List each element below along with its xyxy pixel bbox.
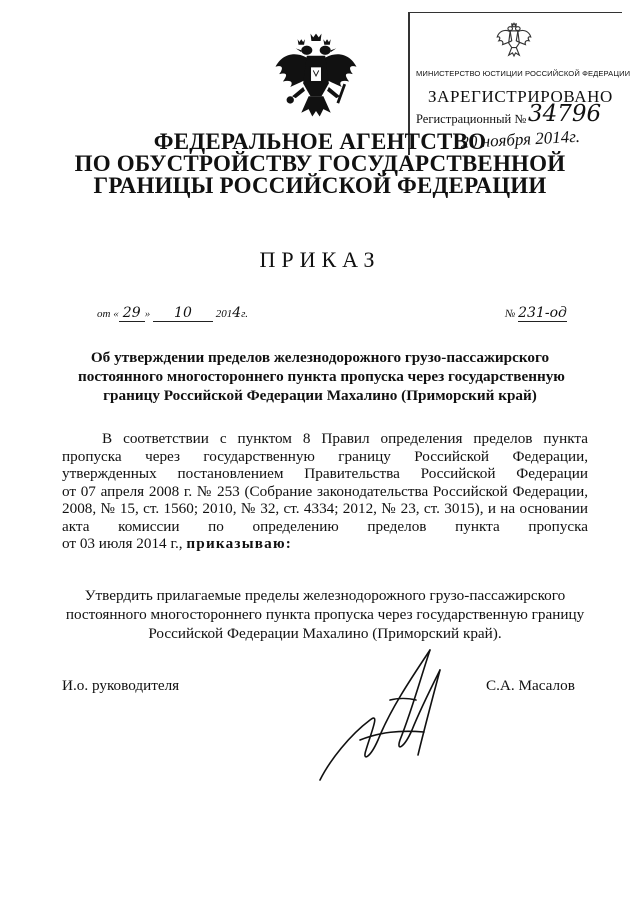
date-suffix: г. (241, 308, 249, 320)
basis-line: 2008, № 15, ст. 1560; 2010, № 32, ст. 4334; 2012, № 23, ст. 3015), и на основании (62, 500, 588, 517)
date-day: 29 (119, 305, 145, 322)
date-year-prefix: 201 (215, 308, 233, 320)
document-type: ПРИКАЗ (259, 247, 381, 272)
order-number (505, 305, 567, 322)
order-word: приказываю: (186, 535, 293, 552)
agency-title-line: ФЕДЕРАЛЬНОЕ АГЕНТСТВО (153, 129, 487, 154)
stamp-registration-number: 34796 (528, 101, 602, 127)
subject-line: Об утверждении пределов железнодорожного грузо-пассажирского (90, 349, 550, 366)
basis-line: пропуска через государственную границу Российской Федерации, (62, 447, 588, 465)
agency-title-line: ПО ОБУСТРОЙСТВУ ГОСУДАРСТВЕННОЙ (74, 151, 566, 176)
subject-line: постоянного многостороннего пункта пропуска через государственную (78, 368, 565, 385)
subject-line: границу Российской Федерации Махалино (Приморский край) (103, 387, 537, 404)
stamp-registration-date: 20 ноября 2014г. (460, 126, 581, 152)
basis-line: утвержденных постановлением Правительства Российской Федерации (62, 465, 588, 482)
order-date (97, 305, 248, 322)
basis-final-text: от 03 июля 2014 г., (62, 535, 183, 552)
russian-coat-of-arms-icon (270, 30, 362, 122)
date-year-digit: 4 (232, 305, 242, 321)
basis-line-final (62, 535, 588, 553)
stamp-registered-label: ЗАРЕГИСТРИРОВАНО (428, 87, 613, 106)
number-prefix: № (505, 308, 516, 320)
handwritten-signature (300, 640, 460, 790)
agency-title-line: ГРАНИЦЫ РОССИЙСКОЙ ФЕДЕРАЦИИ (93, 173, 547, 198)
basis-line: В соответствии с пунктом 8 Правил определения пределов пункта (102, 430, 588, 447)
date-separator: » (144, 308, 151, 320)
stamp-registration-number-label: Регистрационный № (416, 112, 527, 126)
stamp-ministry-name: МИНИСТЕРСТВО ЮСТИЦИИ РОССИЙСКОЙ ФЕДЕРАЦИИ (416, 69, 631, 78)
date-month: 10 (153, 305, 213, 322)
order-subject (78, 348, 565, 405)
decision-line: Утвердить прилагаемые пределы железнодорожного грузо-пассажирского (84, 587, 566, 604)
decision-line: постоянного многостороннего пункта пропуска через государственную границу (65, 606, 585, 623)
basis-line: от 07 апреля 2008 г. № 253 (Собрание законодательства Российской Федерации, (62, 482, 588, 500)
number-value: 231-од (518, 305, 567, 321)
basis-line: акта комиссии по определению пределов пункта пропуска (62, 517, 588, 535)
signer-position: И.о. руководителя (62, 677, 180, 694)
decision-paragraph (62, 586, 588, 643)
basis-paragraph (62, 430, 588, 553)
signer-name: С.А. Масалов (486, 677, 575, 694)
decision-line: Российской Федерации Махалино (Приморский край). (148, 625, 502, 642)
russian-coat-of-arms-icon (495, 21, 533, 59)
date-prefix: от « (97, 308, 119, 320)
agency-title (60, 131, 580, 197)
